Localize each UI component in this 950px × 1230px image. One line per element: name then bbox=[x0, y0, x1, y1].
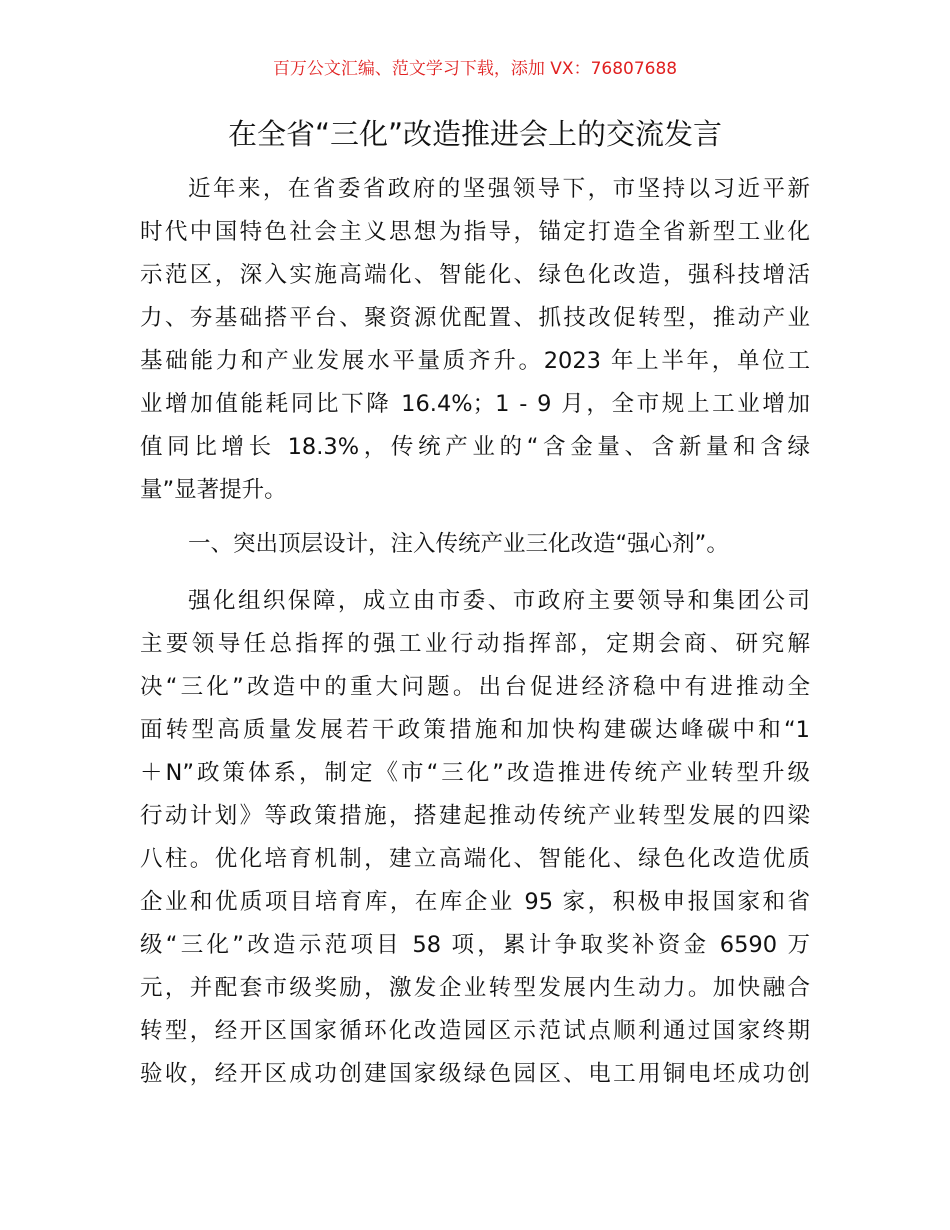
text-line: 时代中国特色社会主义思想为指导，锚定打造全省新型工业化 bbox=[140, 219, 810, 245]
document-title: 在全省“三化”改造推进会上的交流发言 bbox=[227, 117, 723, 151]
text-line: 决“三化”改造中的重大问题。出台促进经济稳中有进推动全 bbox=[140, 674, 810, 700]
text-line: 业增加值能耗同比下降 16.4%；1 - 9 月，全市规上工业增加 bbox=[140, 391, 810, 417]
text-line: 基础能力和产业发展水平量质齐升。2023 年上半年，单位工 bbox=[140, 348, 810, 374]
text-line: 力、夯基础搭平台、聚资源优配置、抓技改促转型，推动产业 bbox=[140, 305, 810, 331]
text-line: 行动计划》等政策措施，搭建起推动传统产业转型发展的四梁 bbox=[140, 803, 810, 829]
text-line: 值同比增长 18.3%，传统产业的“含金量、含新量和含绿 bbox=[140, 434, 810, 460]
text-line: 强化组织保障，成立由市委、市政府主要领导和集团公司 bbox=[188, 588, 810, 614]
text-line: ＋N”政策体系，制定《市“三化”改造推进传统产业转型升级 bbox=[140, 760, 810, 786]
text-line: 转型，经开区国家循环化改造园区示范试点顺利通过国家终期 bbox=[140, 1018, 810, 1044]
watermark-header: 百万公文汇编、范文学习下载，添加 VX：76807688 bbox=[272, 59, 678, 79]
text-line: 面转型高质量发展若干政策措施和加快构建碳达峰碳中和“1 bbox=[140, 717, 810, 743]
text-line: 元，并配套市级奖励，激发企业转型发展内生动力。加快融合 bbox=[140, 975, 810, 1001]
paragraph-intro bbox=[140, 168, 810, 512]
text-line: 近年来，在省委省政府的坚强领导下，市坚持以习近平新 bbox=[188, 176, 810, 202]
text-line: 企业和优质项目培育库，在库企业 95 家，积极申报国家和省 bbox=[140, 889, 810, 915]
text-line: 验收，经开区成功创建国家级绿色园区、电工用铜电坯成功创 bbox=[140, 1061, 810, 1087]
text-line: 示范区，深入实施高端化、智能化、绿色化改造，强科技增活 bbox=[140, 262, 810, 288]
text-line: 八柱。优化培育机制，建立高端化、智能化、绿色化改造优质 bbox=[140, 846, 810, 872]
section-heading-text: 一、突出顶层设计，注入传统产业三化改造“强心剂”。 bbox=[188, 531, 729, 557]
paragraph-organization bbox=[140, 580, 810, 1096]
text-line: 主要领导任总指挥的强工业行动指挥部，定期会商、研究解 bbox=[140, 631, 810, 657]
text-line: 级“三化”改造示范项目 58 项，累计争取奖补资金 6590 万 bbox=[140, 932, 810, 958]
text-line: 量”显著提升。 bbox=[140, 477, 287, 503]
section-heading bbox=[140, 523, 810, 566]
